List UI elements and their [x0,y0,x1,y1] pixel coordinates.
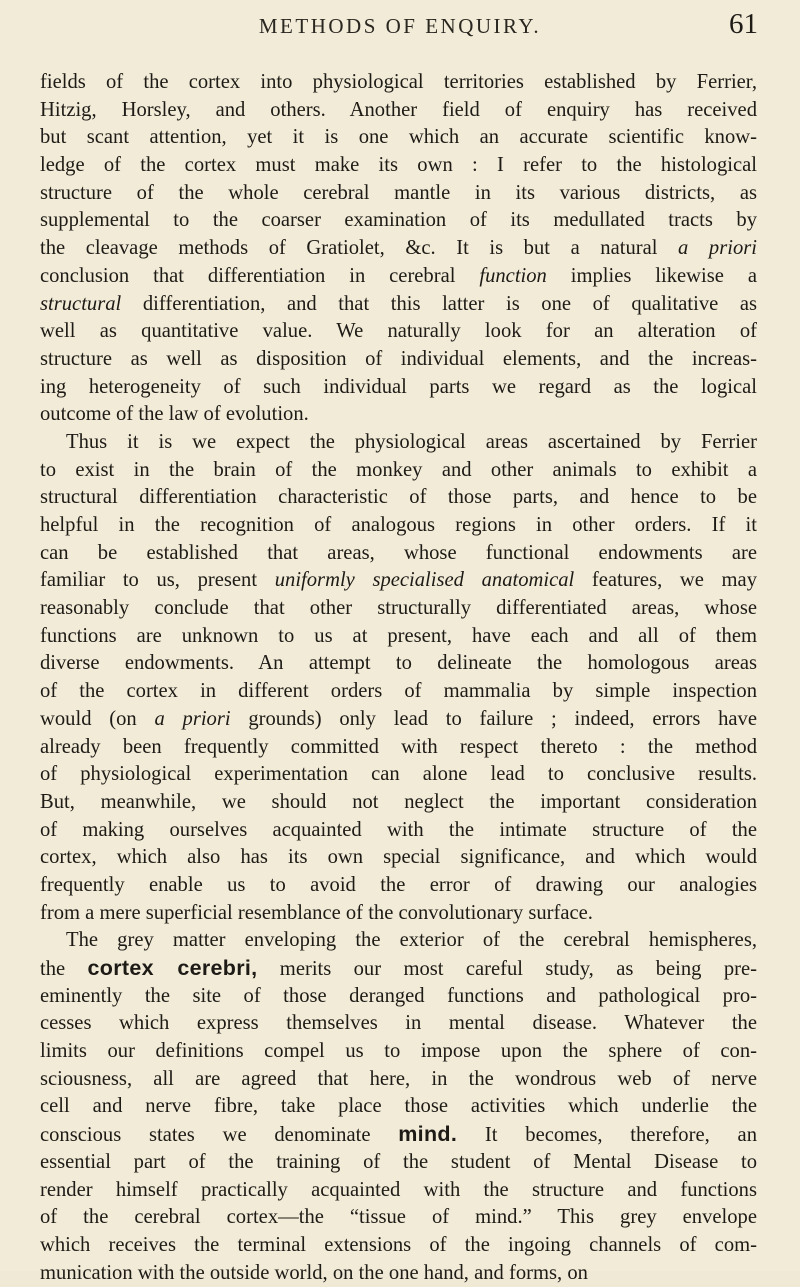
text-run: differentiation, and that this latter is one of qualitative as [121,292,757,315]
paragraph [40,429,757,927]
text-line [40,152,757,180]
text-line [40,983,757,1011]
paragraph [40,69,757,429]
emphasized-term: cortex cerebri, [87,956,258,980]
text-run: of the cortex in different orders of mammalia by simple inspection [40,680,757,703]
text-run: conclusion that differentiation in cerebral [40,264,480,287]
text-run: to exist in the brain of the monkey and other animals to exhibit a [40,458,757,481]
italic-text: function [479,264,547,287]
text-run: merits our most careful study, as being pre- [257,958,757,980]
text-run: Thus it is we expect the physiological areas ascertained by Ferrier [66,430,757,453]
text-line [40,1149,757,1177]
emphasized-term: mind. [398,1122,458,1147]
text-line [40,291,757,319]
text-run: would (on [40,707,155,730]
text-run: limits our definitions compel us to impose upon the sphere of con- [40,1040,757,1063]
page-number: 61 [729,8,758,40]
text-line [40,540,757,568]
text-line [40,97,757,125]
text-run: It becomes, therefore, an [457,1124,757,1147]
text-line [40,235,757,263]
text-line [40,678,757,706]
text-line [40,1177,757,1205]
text-line [40,789,757,817]
text-run: grounds) only lead to failure ; indeed, errors have [230,707,757,730]
text-run: fields of the cortex into physiological territories established by Ferrier, [40,71,757,93]
text-run: of the cerebral cortex—the “tissue of mind.” This grey envelope [40,1206,757,1229]
body-text [40,69,757,1287]
text-line [40,844,757,872]
text-run: structural differentiation characteristic of those parts, and hence to be [40,486,757,509]
text-run: functions are unknown to us at present, have each and all of them [40,624,757,647]
text-run: structure of the whole cerebral mantle in its various districts, as [40,181,757,204]
text-line [40,1232,757,1260]
running-title: METHODS OF ENQUIRY. [258,14,542,38]
text-line [40,900,757,928]
text-line [40,927,757,955]
text-run: but scant attention, yet it is one which an accurate scientific know- [40,126,757,149]
text-run: ledge of the cortex must make its own : I refer to the histological [40,154,757,177]
text-run: frequently enable us to avoid the error of drawing our analogies [40,873,757,896]
text-line [40,706,757,734]
text-line [40,318,757,346]
text-run: essential part of the training of the student of Mental Disease to [40,1150,757,1173]
text-line [40,207,757,235]
text-line [40,1093,757,1121]
text-run: render himself practically acquainted with the structure and functions [40,1178,757,1201]
text-run: the cleavage methods of Gratiolet, &c. It is but a natural [40,237,679,260]
text-line [40,955,757,983]
text-run: structure as well as disposition of individual elements, and the increas- [40,347,757,370]
text-line [40,263,757,291]
text-run: The grey matter enveloping the exterior of the cerebral hemispheres, [66,929,757,952]
text-run: sciousness, all are agreed that here, in the wondrous web of nerve [40,1067,757,1090]
text-line [40,374,757,402]
text-line [40,1121,757,1149]
text-run: from a mere superficial resemblance of the convolutionary surface. [40,901,593,924]
text-run: well as quantitative value. We naturally look for an alteration of [40,320,757,343]
text-line [40,1010,757,1038]
text-run: diverse endowments. An attempt to delineate the homologous areas [40,652,757,675]
text-line [40,761,757,789]
text-line [40,734,757,762]
text-run: features, we may [574,569,757,592]
text-line [40,817,757,845]
text-run: cesses which express themselves in mental disease. Whatever the [40,1012,757,1035]
italic-text: uniformly specialised anatomical [274,569,575,592]
text-line [40,1038,757,1066]
text-line [40,346,757,374]
text-line [40,650,757,678]
text-line [40,567,757,595]
text-run: cortex, which also has its own special significance, and which would [40,846,757,869]
text-run: helpful in the recognition of analogous regions in other orders. If it [40,514,757,536]
text-line [40,512,757,540]
text-run: But, meanwhile, we should not neglect the important consideration [40,790,757,813]
italic-text: a priori [154,707,231,730]
text-line [40,69,757,97]
text-line [40,401,757,429]
italic-text: structural [40,292,122,315]
text-line [40,180,757,208]
text-run: familiar to us, present [40,569,275,592]
text-line [40,623,757,651]
text-run: supplemental to the coarser examination of its medullated tracts by [40,209,757,232]
text-run: conscious states we denominate [40,1124,399,1147]
text-run: ing heterogeneity of such individual parts we regard as the logical [40,375,757,398]
text-run: already been frequently committed with respect thereto : the method [40,735,757,758]
text-run: reasonably conclude that other structurally differentiated areas, whose [40,597,757,620]
text-line [40,1260,757,1287]
running-head [0,8,800,42]
text-run: which receives the terminal extensions of the ingoing channels of com- [40,1233,757,1256]
text-run: the [40,958,88,980]
text-run: cell and nerve fibre, take place those activities which underlie the [40,1095,757,1118]
text-run: outcome of the law of evolution. [40,403,309,426]
text-line [40,1204,757,1232]
text-line [40,429,757,457]
text-line [40,457,757,485]
italic-text: a priori [678,237,757,260]
text-line [40,124,757,152]
text-line [40,1066,757,1094]
text-line [40,595,757,623]
text-run: implies likewise a [546,264,757,287]
text-run: of making ourselves acquainted with the intimate structure of the [40,818,757,841]
text-run: of physiological experimentation can alone lead to conclusive results. [40,763,757,786]
text-run: eminently the site of those deranged functions and pathological pro- [40,984,757,1007]
text-line [40,484,757,512]
text-run: Hitzig, Horsley, and others. Another field of enquiry has received [40,98,757,121]
text-run: can be established that areas, whose functional endowments are [40,541,757,564]
text-line [40,872,757,900]
text-run: munication with the outside world, on the one hand, and forms, on [40,1261,588,1284]
paragraph [40,927,757,1287]
